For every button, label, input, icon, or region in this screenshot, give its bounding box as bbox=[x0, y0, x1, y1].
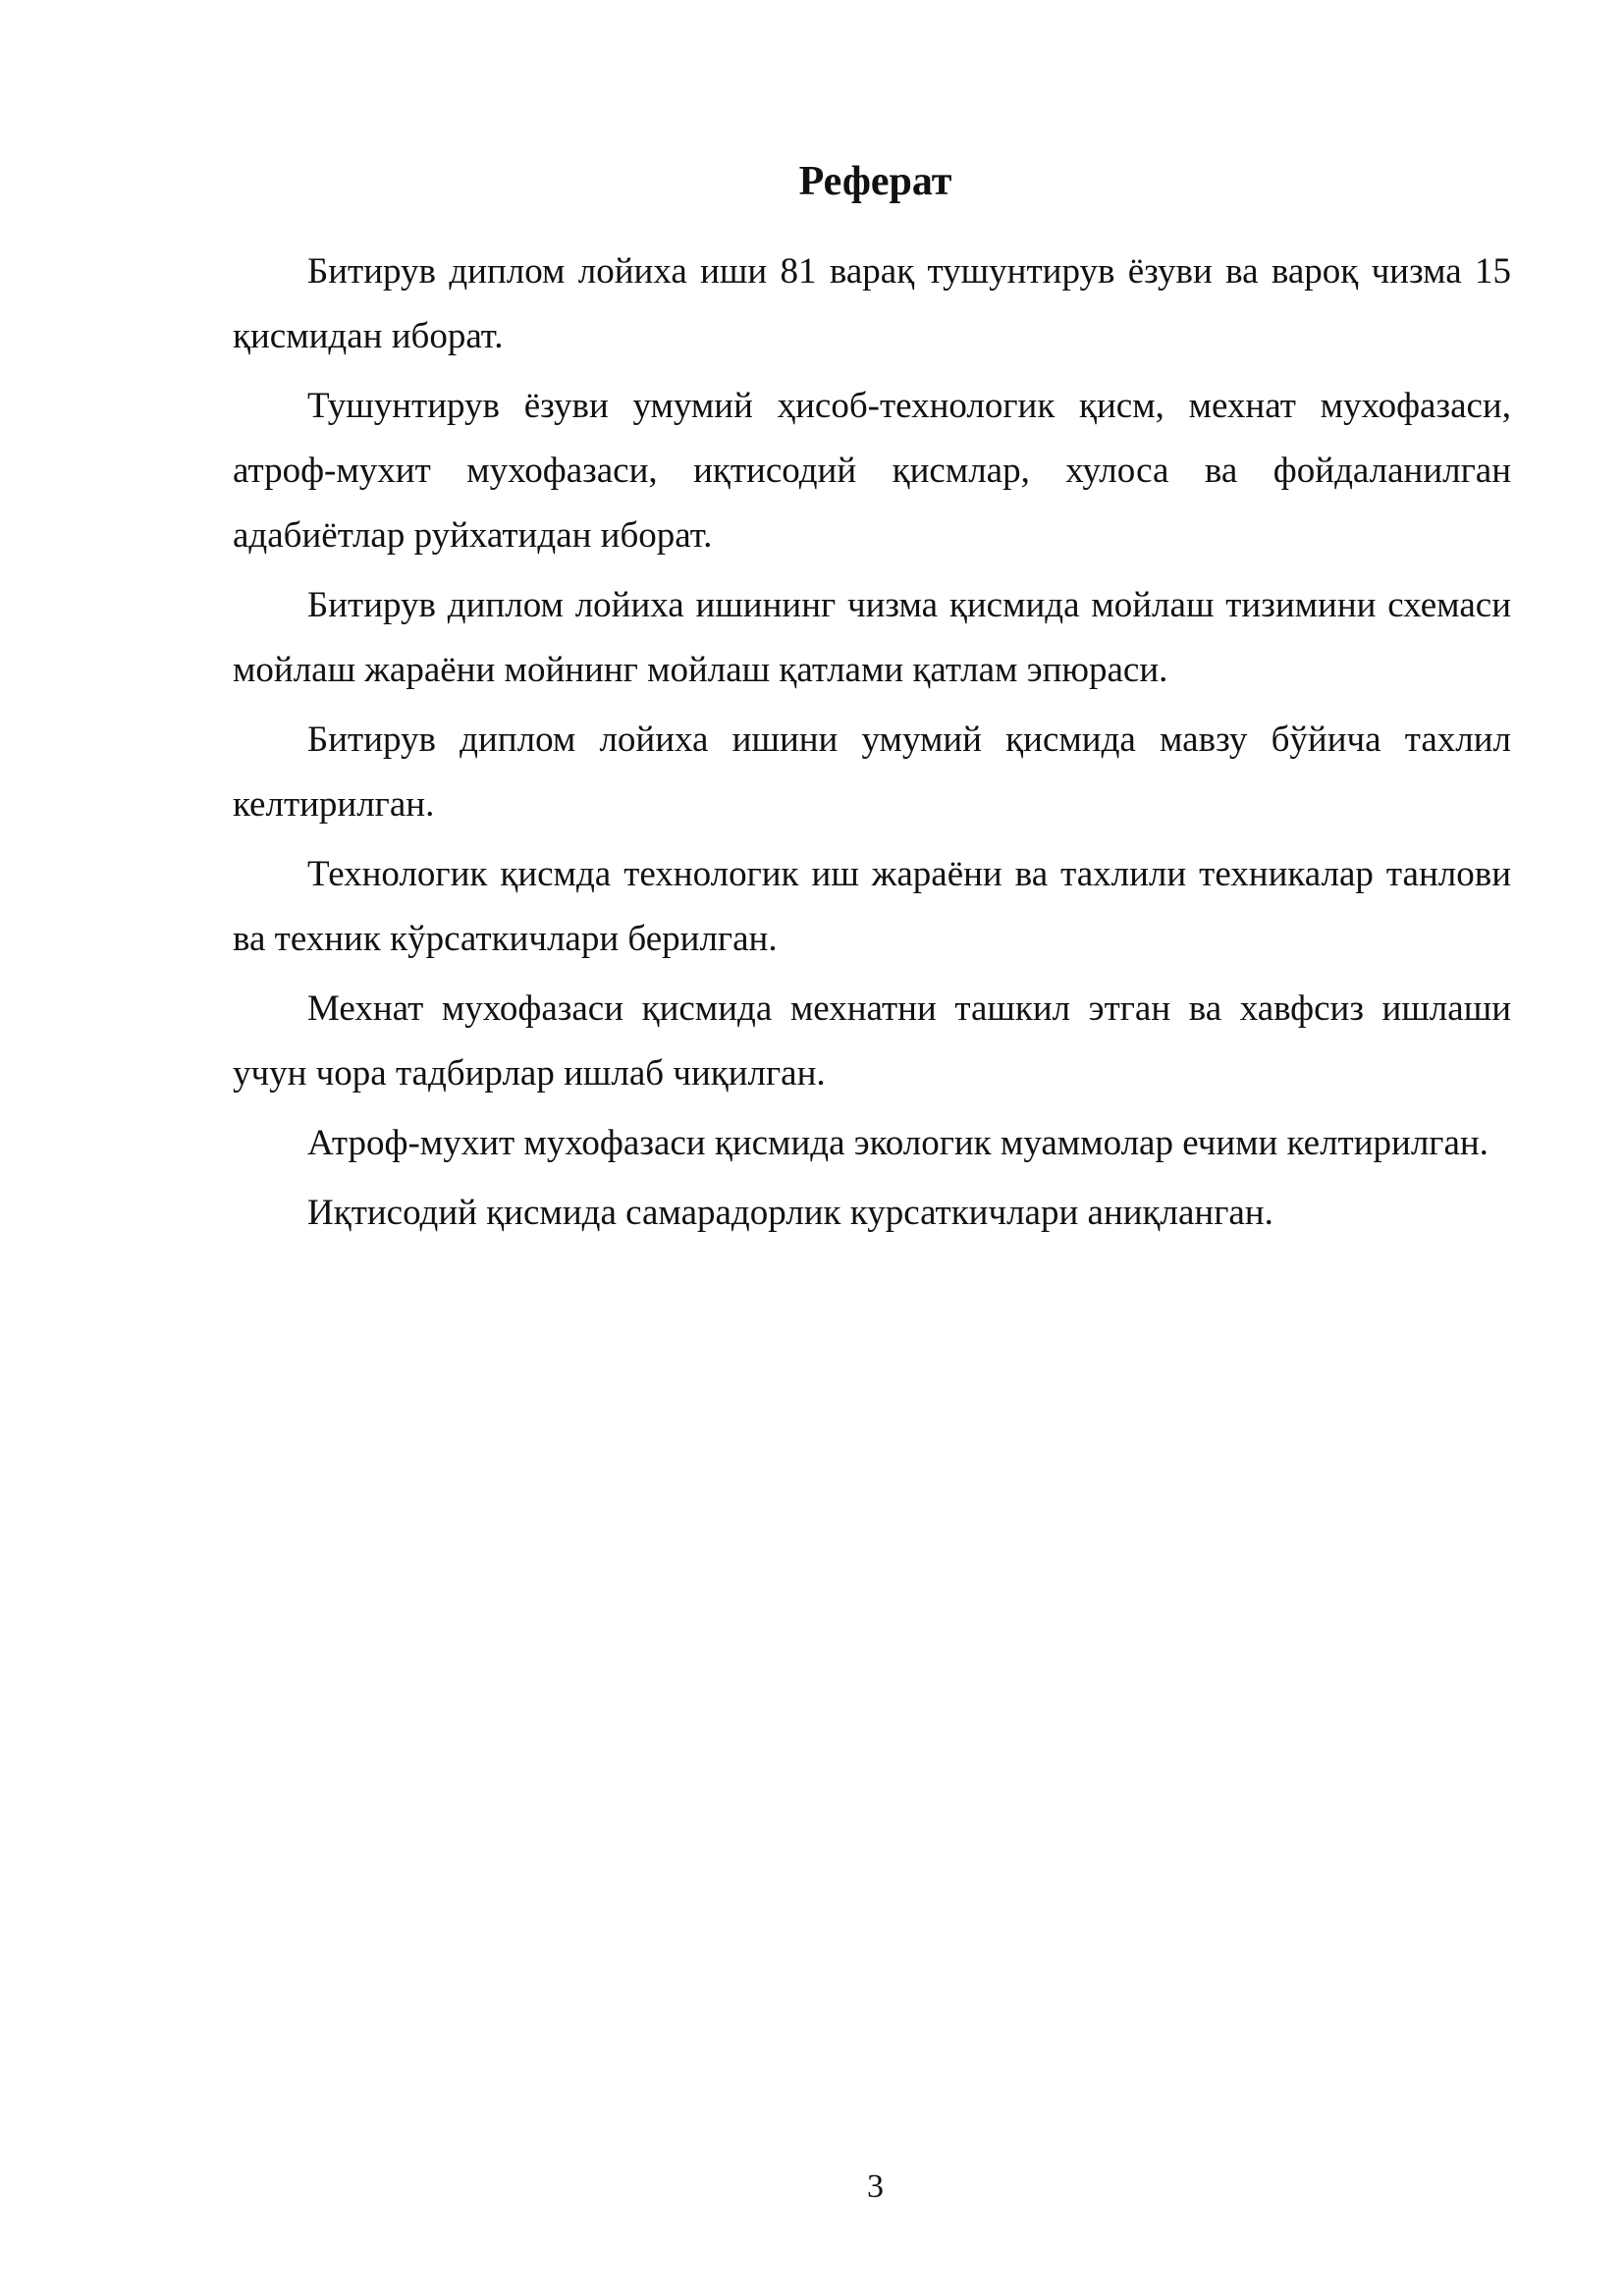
paragraph: Мехнат мухофазаси қисмида мехнатни ташкил этган ва хавфсиз ишлаши учун чора тадбирлар ишлаб чиқилган. bbox=[233, 988, 1511, 1094]
paragraph: Атроф-мухит мухофазаси қисмида экологик муаммолар ечими келтирилган. bbox=[307, 1123, 1489, 1163]
paragraph: Битирув диплом лойиха ишини умумий қисмида мавзу бўйича тахлил келтирилган. bbox=[233, 720, 1511, 825]
abstract-body bbox=[233, 240, 1511, 1251]
paragraph: Тушунтирув ёзуви умумий ҳисоб-технологик қисм, мехнат мухофазаси, атроф-мухит мухофазаси, иқтисодий қисмлар, хулоса ва фойдаланилган адабиётлар руйхатидан иборат. bbox=[233, 386, 1511, 556]
paragraph: Технологик қисмда технологик иш жараёни ва тахлили техникалар танлови ва техник кўрсаткичлари берилган. bbox=[233, 854, 1511, 959]
paragraph: Иқтисодий қисмида самарадорлик курсаткичлари аниқланган. bbox=[307, 1193, 1273, 1233]
page-title: Реферат bbox=[798, 159, 952, 204]
page-number: 3 bbox=[867, 2168, 884, 2205]
paragraph: Битирув диплом лойиха иши 81 варақ тушунтирув ёзуви ва вароқ чизма 15 қисмидан иборат. bbox=[233, 251, 1511, 356]
paragraph: Битирув диплом лойиха ишининг чизма қисмида мойлаш тизимини схемаси мойлаш жараёни мойнинг мойлаш қатлами қатлам эпюраси. bbox=[233, 585, 1511, 690]
